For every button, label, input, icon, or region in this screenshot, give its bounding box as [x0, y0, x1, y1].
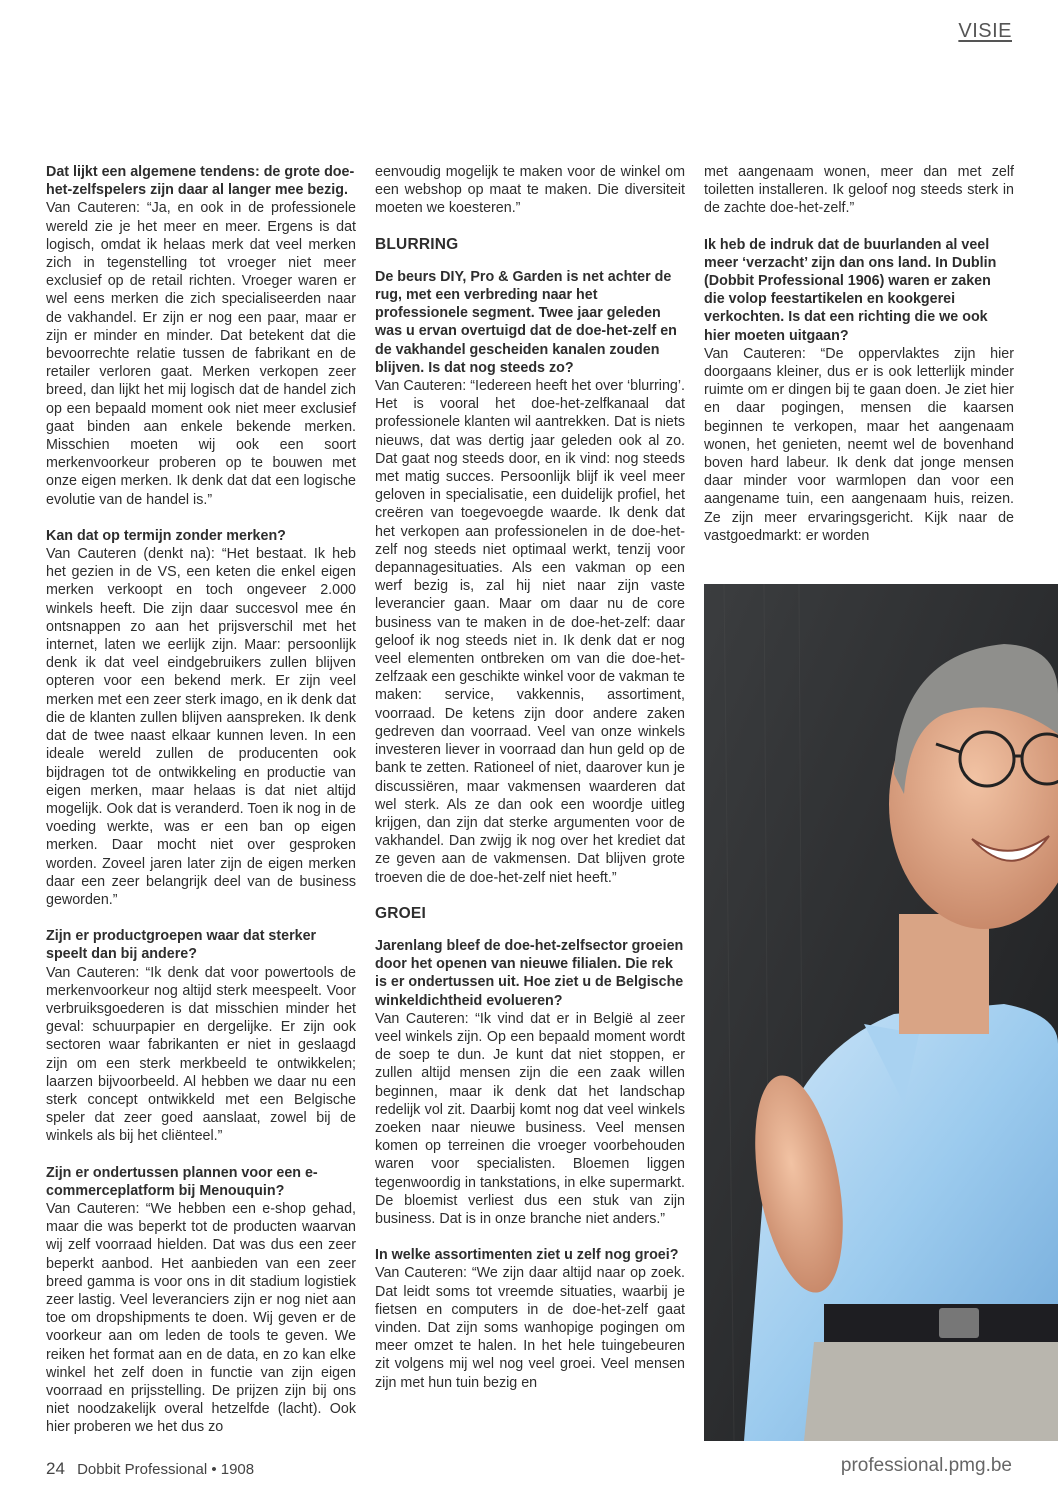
- interview-answer: Van Cauteren (denkt na): “Het bestaat. Ik heb het gezien in de VS, een keten die enkel eigen merken verkoopt en toch ongeveer 2.000 winkels heeft. Die zijn daar succesvol mee én ontsnappen zo aan het prijsverschil met het internet, laten we eerlijk zijn. Maar: persoonlijk denk ik dat veel eindgebruikers zullen blijven opteren voor een bekend merk. Er zijn veel merken met een zeer sterk imago, en ik denk dat die de klanten zullen blijven aanspreken. Ik denk dat de twee naast elkaar kunnen leven. In een ideale wereld zullen de producenten ook bijdragen tot de ontwikkeling en productie van eigen merken, maar helaas is dat niet altijd mogelijk. Ook dat is veranderd. Toen ik nog in de voeding werkte, was er een ban op eigen merken. Daar mocht niet over gesproken worden. Zoveel jaren later zijn de eigen merken daar een zeer belangrijk deel van de business geworden.”: [46, 546, 356, 908]
- interview-question: In welke assortimenten ziet u zelf nog groei?: [375, 1247, 679, 1264]
- footer-url: professional.pmg.be: [840, 1455, 1012, 1476]
- interview-answer: Van Cauteren: “Ja, en ook in de professionele wereld zie je het meer en meer. Ergens is dat logisch, omdat ik helaas merk dat veel merken zich in tegenstelling tot vroeger niet meer exclusief op de retail richten. Vroeger waren er wel eens merken die zich specialiseerden naar de vakhandel. Er zijn er nog een paar, maar er zijn er minder en minder. Dat betekent dat die bevoorrechte relatie tussen de fabrikant en de retailer verloren gaat. Merken verkopen zeer breed, dan lijkt het mij logisch dat de handel zich op een bepaald moment ook niet meer exclusief gaat binden aan enkele bekende merken. Misschien moeten wij ook een soort merkenvoorkeur proberen op te bouwen met onze eigen merken. Ik denk dat dat een logische evolutie van de handel is.”: [46, 200, 356, 508]
- article-column-1: [46, 163, 356, 1458]
- interview-block: [375, 163, 685, 218]
- section-heading: BLURRING: [375, 235, 459, 253]
- interview-block: [375, 1246, 685, 1392]
- interview-question: Dat lijkt een algemene tendens: de grote doe-het-zelfspelers zijn daar al langer mee bezig.: [46, 164, 355, 199]
- interview-answer: Van Cauteren: “We zijn daar altijd naar op zoek. Dat leidt soms tot vreemde situaties, waarbij je fietsen en computers in de doe-het-zelf gaat vinden. Dat zijn soms wanhopige pogingen om meer omzet te halen. In het hele tuingebeuren zit volgens mij wel nog veel groei. Veel mensen zijn met hun tuin bezig en: [375, 1265, 685, 1391]
- interview-question: Kan dat op termijn zonder merken?: [46, 527, 286, 544]
- interview-question: Zijn er ondertussen plannen voor een e-commerceplatform bij Menouquin?: [46, 1164, 318, 1199]
- interview-answer: Van Cauteren: “De oppervlaktes zijn hier doorgaans kleiner, dus er is ook letterlijk minder ruimte om er dingen bij te gaan doen. Je ziet hier en daar pogingen, mensen die kaarsen beginnen te verkopen, maar het aangenaam wonen, het genieten, neemt wel de bovenhand boven hard labeur. Ik denk dat jonge mensen daar minder voor warmlopen dan voor een aangename tuin, een aangenaam huis, reizen. Ze zijn meer ervaringsgericht. Kijk naar de vastgoedmarkt: er worden: [704, 345, 1014, 543]
- footer-page-info: [46, 1459, 254, 1479]
- interview-answer: Van Cauteren: “Iedereen heeft het over ‘blurring’. Het is vooral het doe-het-zelfkanaal dat professionele klanten wil aantrekken. Dat is niets nieuws, dat was dertig jaar geleden ook al zo. Dat gaat nog steeds door, en ik vind: nog steeds met matig succes. Persoonlijk blijf ik veel meer geloven in specialisatie, een duidelijk profiel, het creëren van toegevoegde waarde. Ik denk dat het verkopen aan professionelen in de doe-het-zelf nog steeds niet optimaal werkt, tenzij voor depannagesituaties. Als een vakman op een werf bezig is, zal hij niet naar zijn vaste leverancier gaan. Maar om daar nu de core business van te maken in de doe-het-zelf: daar geloof ik nog steeds niet in. Ik denk dat er nog veel elementen ontbreken om van die doe-het-zelfzaak een geschikte winkel voor de vakman te maken: service, vakkennis, assortiment, voorraad. De ketens zijn door andere zaken gedreven dan voorraad. Veel van onze winkels investeren liever in voorraad dan hun geld op de bank te zetten. Rationeel of niet, daarover kun je discussiëren, maar vakmensen waarderen dat wel sterk. Als ze dan ook een woordje uitleg krijgen, dan zijn dat sterke argumenten voor de vakhandel. Dan zwijg ik nog over het krediet dat ze geven aan de vakmensen. Dat blijven grote troeven die de doe-het-zelf niet heeft.”: [375, 378, 685, 886]
- interview-answer: Van Cauteren: “Ik vind dat er in België al zeer veel winkels zijn. Op een bepaald moment wordt de soep te dun. Je kunt dat niet stoppen, er zullen altijd mensen zijn die een zaak willen beginnen, maar ik denk dat het landschap redelijk vol zit. Daarbij komt nog dat veel winkels zoeken naar nieuwe business. Veel mensen komen op terreinen die vroeger voorbehouden waren voor specialisten. Bloemen liggen tegenwoordig in tankstations, in elke supermarkt. De bloemist verliest dus een stuk van zijn business. Dat is in onze branche niet anders.”: [375, 1010, 685, 1227]
- page-number: 24: [46, 1459, 65, 1478]
- publication-name: Dobbit Professional • 1908: [77, 1461, 255, 1478]
- section-label: VISIE: [958, 20, 1012, 42]
- interview-block: [46, 927, 356, 1145]
- interview-question: Jarenlang bleef de doe-het-zelfsector groeien door het openen van nieuwe filialen. Die rek is er ondertussen uit. Hoe ziet u de Belgische winkeldichtheid evolueren?: [375, 937, 684, 1009]
- portrait-illustration: [704, 584, 1058, 1441]
- interview-answer: Van Cauteren: “We hebben een e-shop gehad, maar die was beperkt tot de producten waarvan wij zelf voorraad hielden. Dat was dus een zeer beperkt aanbod. Het aanbieden van een zeer breed gamma is voor ons in dit stadium logistiek zeer lastig. Veel leveranciers zijn er nog niet aan toe om dropshipments te doen. Wij geven er de voorkeur aan om leden de tools te geven. We reiken het format aan en de data, en zo kan elke winkel het zelf doen in functie van zijn eigen voorraad en prijsstelling. De prijzen zijn bij ons niet noodzakelijk overal hetzelfde (lacht). Ook hier proberen we het dus zo: [46, 1200, 356, 1436]
- interview-block: [375, 937, 685, 1228]
- interview-question: Ik heb de indruk dat de buurlanden al veel meer ‘verzacht’ zijn dan ons land. In Dublin (Dobbit Professional 1906) waren er zaken die volop feestartikelen en kookgerei verkochten. Is dat een richting die we ook hier moeten uitgaan?: [704, 236, 997, 344]
- article-column-3: [704, 163, 1014, 543]
- portrait-photo: [704, 584, 1058, 1441]
- article-column-2: [375, 163, 685, 1458]
- interview-block: [46, 1164, 356, 1437]
- section-heading: GROEI: [375, 904, 426, 922]
- interview-block: [704, 163, 1014, 218]
- interview-question: Zijn er productgroepen waar dat sterker speelt dan bij andere?: [46, 928, 317, 963]
- interview-block: [375, 268, 685, 887]
- interview-answer: eenvoudig mogelijk te maken voor de winkel om een webshop op maat te maken. Die diversiteit moeten we koesteren.”: [375, 164, 685, 217]
- interview-answer: met aangenaam wonen, meer dan met zelf toiletten installeren. Ik geloof nog steeds sterk in de zachte doe-het-zelf.”: [704, 164, 1014, 217]
- interview-block: [46, 527, 356, 909]
- interview-block: [704, 236, 1014, 543]
- interview-answer: Van Cauteren: “Ik denk dat voor powertools de merkenvoorkeur nog altijd sterk meespeelt. Voor verbruiksgoederen is dat misschien minder het geval: schuurpapier en dergelijke. Er zijn ook sectoren waar fabrikanten er niet in geslaagd zijn om een sterk merkbeeld te ontwikkelen; laarzen bijvoorbeeld. Al hebben we daar nu een sterk concept ontwikkeld met een Belgische speler dat zeer goed aanslaat, zowel bij de winkels als bij het cliënteel.”: [46, 964, 356, 1145]
- interview-question: De beurs DIY, Pro & Garden is net achter de rug, met een verbreding naar het professionele segment. Twee jaar geleden was u ervan overtuigd dat de doe-het-zelf en de vakhandel gescheiden kanalen zouden blijven. Is dat nog steeds zo?: [375, 268, 677, 376]
- interview-block: [46, 163, 356, 509]
